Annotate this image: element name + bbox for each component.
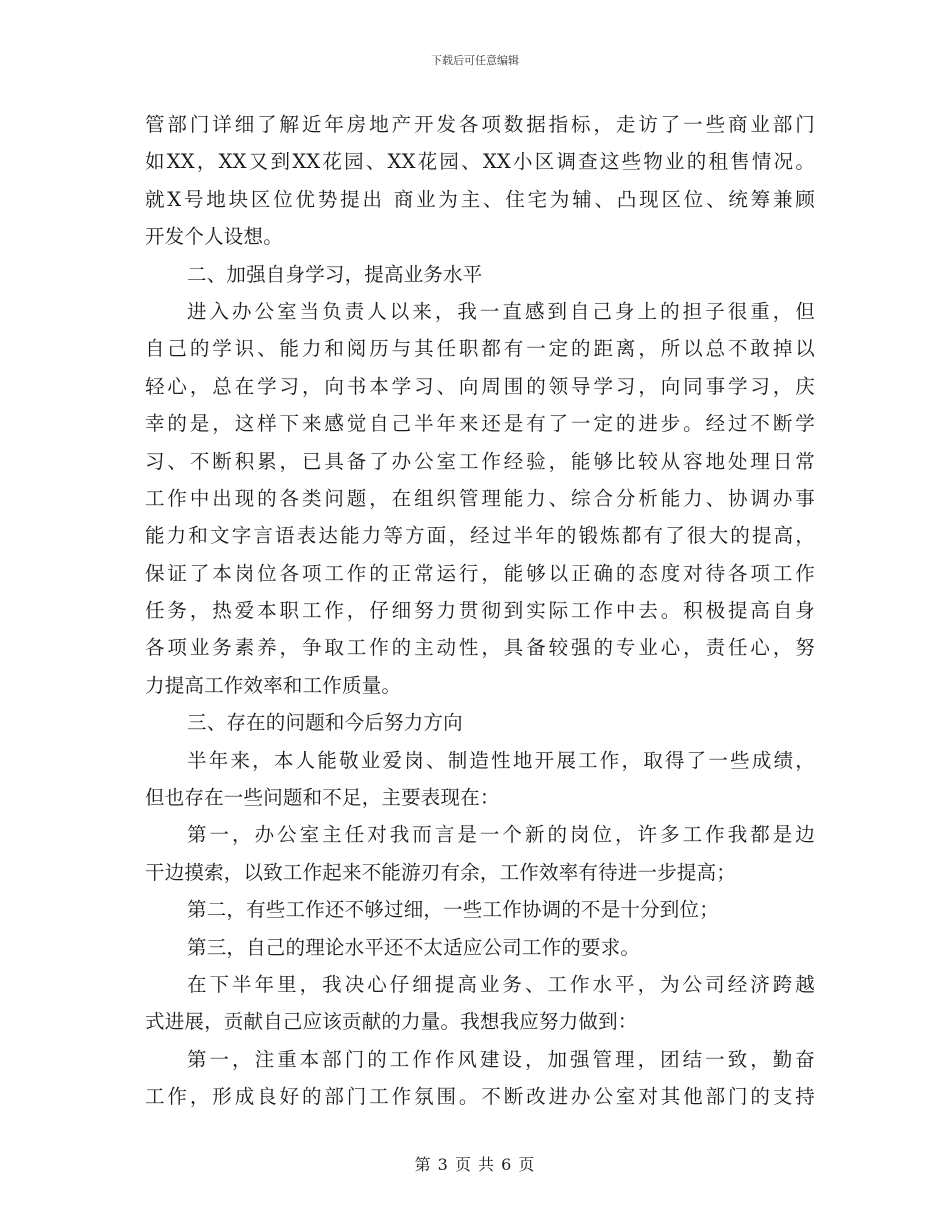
text-line: 三、存在的问题和今后努力方向 — [187, 711, 463, 735]
text-line: 就X号地块区位优势提出 商业为主、住宅为辅、凸现区位、统筹兼顾 — [145, 187, 815, 211]
text-line: 第一，注重本部门的工作作风建设，加强管理，团结一致，勤奋 — [187, 1047, 815, 1071]
text-line: 轻心，总在学习，向书本学习、向周围的领导学习，向同事学习，庆 — [145, 374, 815, 398]
text-line: 能力和文字言语表达能力等方面，经过半年的锻炼都有了很大的提高， — [145, 524, 815, 548]
text-line: 如XX，XX又到XX花园、XX花园、XX小区调查这些物业的租售情况。 — [145, 150, 815, 174]
text-line: 工作中出现的各类问题，在组织管理能力、综合分析能力、协调办事 — [145, 486, 815, 510]
page-header: 下载后可任意编辑 — [431, 54, 519, 67]
text-line: 力提高工作效率和工作质量。 — [145, 673, 402, 697]
text-line: 干边摸索，以致工作起来不能游刃有余，工作效率有待进一步提高； — [145, 860, 737, 884]
text-line: 任务，热爱本职工作，仔细努力贯彻到实际工作中去。积极提高自身 — [145, 599, 815, 623]
page-footer: 第 3 页 共 6 页 — [414, 1155, 536, 1174]
text-line: 但也存在一些问题和不足，主要表现在： — [145, 786, 500, 810]
text-line: 在下半年里，我决心仔细提高业务、工作水平，为公司经济跨越 — [187, 972, 815, 996]
text-line: 二、加强自身学习，提高业务水平 — [187, 262, 483, 286]
text-line: 自己的学识、能力和阅历与其任职都有一定的距离，所以总不敢掉以 — [145, 337, 815, 361]
text-line: 进入办公室当负责人以来，我一直感到自己身上的担子很重，但 — [187, 299, 815, 323]
text-line: 保证了本岗位各项工作的正常运行，能够以正确的态度对待各项工作 — [145, 561, 815, 585]
text-line: 半年来，本人能敬业爱岗、制造性地开展工作，取得了一些成绩， — [187, 748, 815, 772]
text-line: 第三，自己的理论水平还不太适应公司工作的要求。 — [187, 935, 641, 959]
text-line: 第一，办公室主任对我而言是一个新的岗位，许多工作我都是边 — [187, 823, 815, 847]
text-line: 幸的是，这样下来感觉自己半年来还是有了一定的进步。经过不断学 — [145, 412, 815, 436]
text-line: 各项业务素养，争取工作的主动性，具备较强的专业心，责任心，努 — [145, 636, 815, 660]
text-line: 习、不断积累，已具备了办公室工作经验，能够比较从容地处理日常 — [145, 449, 815, 473]
text-line: 工作，形成良好的部门工作氛围。不断改进办公室对其他部门的支持 — [145, 1085, 815, 1109]
text-line: 第二，有些工作还不够过细，一些工作协调的不是十分到位； — [187, 898, 719, 922]
text-line: 式进展，贡献自己应该贡献的力量。我想我应努力做到： — [145, 1010, 638, 1034]
text-line: 管部门详细了解近年房地产开发各项数据指标，走访了一些商业部门 — [145, 113, 815, 136]
text-line: 开发个人设想。 — [145, 225, 283, 249]
document-body — [145, 106, 815, 1116]
